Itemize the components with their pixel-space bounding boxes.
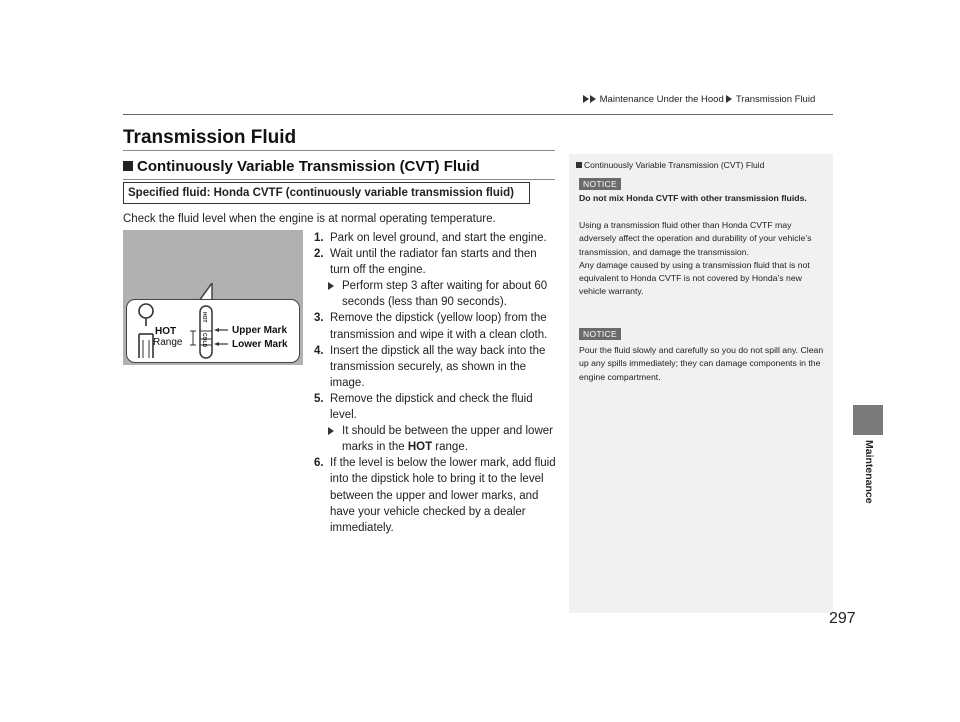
notice-2-text: Pour the fluid slowly and carefully so you do not spill any. Clean up any spills immediately; they can damage components in the engine compartment.: [579, 345, 824, 382]
notes-title: Continuously Variable Transmission (CVT) Fluid: [576, 160, 764, 170]
dipstick-cold-marking: COLD: [201, 333, 207, 348]
page-title: Transmission Fluid: [123, 127, 297, 148]
breadcrumb-arrow-icon: [590, 95, 596, 103]
breadcrumb-item-transmission[interactable]: Transmission Fluid: [735, 94, 816, 105]
dipstick-drawing: [128, 300, 228, 360]
breadcrumb-arrow-icon: [726, 95, 732, 103]
header-rule: [123, 114, 833, 115]
notice-badge: NOTICE: [579, 328, 621, 340]
notice-1-text: Using a transmission fluid other than Honda CVTF may adversely affect the operation and durability of your vehicle’s transmission, and damage the transmission. Any damage caused by using a transmission fluid that is not equivalent to Honda CVTF is not covered by Honda’s new vehicle warranty.: [579, 220, 812, 297]
step-1: 1. Park on level ground, and start the engine.: [314, 232, 547, 244]
intro-text: Check the fluid level when the engine is at normal operating temperature.: [123, 213, 496, 225]
lower-mark-label: Lower Mark: [232, 339, 288, 350]
range-label: Range: [153, 337, 183, 348]
step-6: 6. If the level is below the lower mark, add fluid into the dipstick hole to bring it to the level between the upper and lower marks, and have your vehicle checked by a dealer immediately.: [314, 457, 556, 534]
notice-1-heading: Do not mix Honda CVTF with other transmission fluids.: [579, 193, 807, 203]
step-2: 2. Wait until the radiator fan starts and then turn off the engine.: [314, 248, 537, 277]
section-heading-text: Continuously Variable Transmission (CVT) Fluid: [137, 158, 480, 175]
note-arrow-icon: [328, 282, 334, 290]
hot-label: HOT: [155, 326, 177, 337]
section-square-icon: [123, 161, 133, 171]
notes-marker-icon: [576, 162, 582, 168]
section-tab-label: Maintenance: [863, 440, 875, 504]
page-number: 297: [829, 610, 856, 627]
section-rule: [123, 179, 555, 180]
section-heading: [123, 158, 480, 175]
section-tab[interactable]: [853, 405, 883, 435]
upper-mark-label: Upper Mark: [232, 325, 288, 336]
breadcrumb-item-maintenance[interactable]: Maintenance Under the Hood: [599, 94, 724, 105]
step-3: 3. Remove the dipstick (yellow loop) from the transmission and wipe it with a clean cloth.: [314, 312, 548, 341]
step-2-note: Perform step 3 after waiting for about 60 seconds (less than 90 seconds).: [314, 278, 559, 310]
notice-badge: NOTICE: [579, 178, 621, 190]
note-arrow-icon: [328, 427, 334, 435]
step-4: 4. Insert the dipstick all the way back into the transmission securely, as shown in the image.: [314, 344, 546, 389]
step-5-note: It should be between the upper and lower marks in the HOT range.: [314, 423, 559, 455]
step-5: 5. Remove the dipstick and check the fluid level.: [314, 392, 533, 422]
dipstick-hot-marking: HOT: [201, 312, 207, 323]
specified-fluid-box: Specified fluid: Honda CVTF (continuously variable transmission fluid): [123, 182, 530, 204]
breadcrumb: [583, 94, 815, 105]
procedure-steps: [314, 230, 559, 536]
title-rule: [123, 150, 555, 151]
breadcrumb-arrow-icon: [583, 95, 589, 103]
